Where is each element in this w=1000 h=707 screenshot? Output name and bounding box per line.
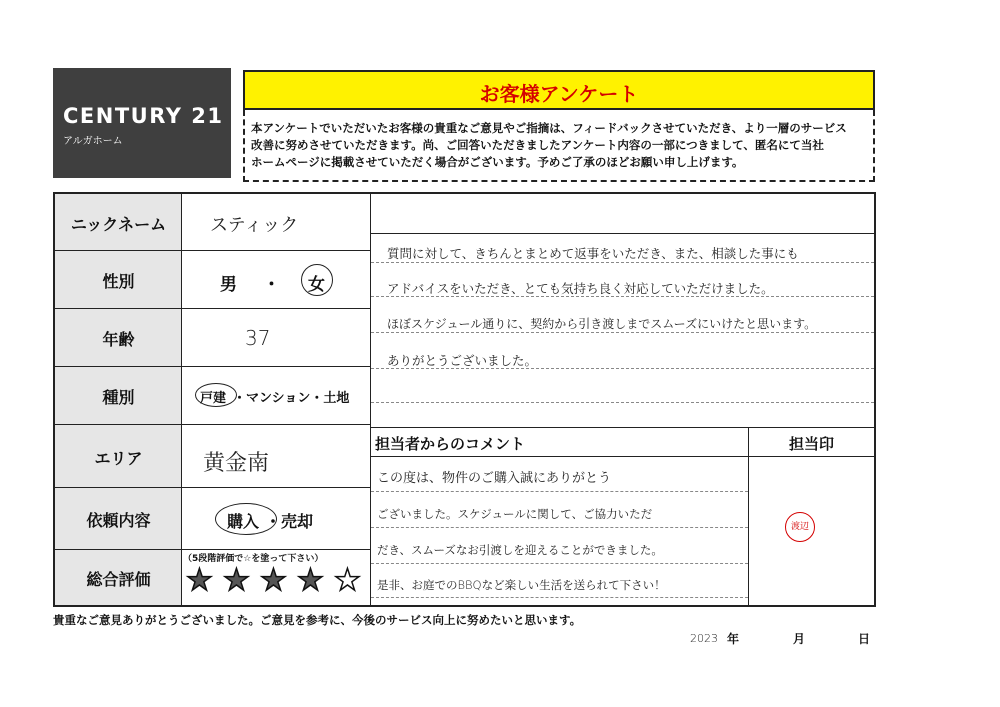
row-divider <box>55 308 370 309</box>
gender-female: 女 <box>308 275 325 295</box>
rating-star-icon: ★ <box>297 563 324 598</box>
intro-line: 改善に努めさせていただきます。尚、ご回答いただきましたアンケート内容の一部につきまして、匿名にて当社 <box>251 138 824 152</box>
survey-title-banner <box>243 70 875 110</box>
staff-seal-stamp: 渡辺 <box>785 512 815 542</box>
staff-comment-line: この度は、物件のご購入誠にありがとう <box>377 471 612 486</box>
staff-comment-line: ございました。スケジュールに関して、ご協力いただ <box>377 507 653 521</box>
label-rating: 総合評価 <box>86 570 151 589</box>
row-divider <box>370 427 874 428</box>
label-age: 年齢 <box>102 330 135 349</box>
dotted-rule <box>371 262 874 263</box>
survey-form <box>53 192 876 607</box>
dotted-rule <box>371 491 748 492</box>
customer-comment-line: ありがとうございました。 <box>387 353 538 368</box>
age-value: 37 <box>245 326 271 350</box>
year-label: 年 <box>727 632 740 646</box>
page-title: お客様アンケート <box>479 82 639 106</box>
area-value: 黄金南 <box>203 451 270 476</box>
customer-comment-line: ほぼスケジュール通りに、契約から引き渡しまでスムーズにいけたと思います。 <box>387 317 817 331</box>
rating-star-icon: ★ <box>334 563 361 598</box>
row-divider <box>55 549 370 550</box>
year-value: 2023 <box>690 632 718 645</box>
label-nickname: ニックネーム <box>70 215 167 234</box>
type-options: ・マンション・土地 <box>233 391 350 406</box>
label-gender: 性別 <box>102 272 135 291</box>
row-divider <box>55 366 370 367</box>
logo-subtitle: アルガホーム <box>63 136 123 147</box>
rating-star-icon: ★ <box>260 563 287 598</box>
day-label: 日 <box>858 632 871 646</box>
intro-line: 本アンケートでいただいたお客様の貴重なご意見やご指摘は、フィードバックさせていただき、より一層のサービス <box>251 121 847 135</box>
label-request: 依頼内容 <box>86 511 151 530</box>
request-selected: 購入 <box>227 512 260 531</box>
label-area: エリア <box>94 449 143 468</box>
customer-comment-line: 質問に対して、きちんとまとめて返事をいただき、また、相談した事にも <box>387 246 799 261</box>
dotted-rule <box>371 332 874 333</box>
rating-stars <box>182 564 370 600</box>
month-label: 月 <box>793 632 806 646</box>
dotted-rule <box>371 563 748 564</box>
label-type: 種別 <box>102 388 135 407</box>
thank-you-note: 貴重なご意見ありがとうございました。ご意見を参考に、今後のサービス向上に努めたいと思います。 <box>53 613 582 627</box>
staff-comment-heading: 担当者からのコメント <box>375 435 526 453</box>
nickname-value: スティック <box>210 215 299 236</box>
dotted-rule <box>371 402 874 403</box>
staff-comment-area <box>371 457 748 605</box>
company-logo <box>53 68 231 178</box>
request-options: ・売却 <box>265 512 314 531</box>
row-divider <box>55 487 370 488</box>
staff-comment-line: 是非、お庭でのBBQなど楽しい生活を送られて下さい！ <box>377 578 666 592</box>
dotted-rule <box>371 597 748 598</box>
intro-line: ホームページに掲載させていただく場合がございます。予めご了承のほどお願い申し上げます。 <box>251 155 744 169</box>
intro-box <box>243 110 875 182</box>
staff-comment-line: だき、スムーズなお引渡しを迎えることができました。 <box>377 543 663 557</box>
gender-male: 男 <box>220 275 237 295</box>
gender-separator: ・ <box>263 275 280 295</box>
row-divider <box>55 250 370 251</box>
customer-comment-line: アドバイスをいただき、とても気持ち良く対応していただけました。 <box>387 281 774 296</box>
staff-seal-heading: 担当印 <box>788 435 834 453</box>
dotted-rule <box>371 527 748 528</box>
rating-star-icon: ★ <box>223 563 250 598</box>
type-selected: 戸建 <box>200 391 227 406</box>
rating-instructions: （5段階評価で☆を塗って下さい） <box>183 554 324 564</box>
customer-comment-area <box>371 234 874 427</box>
logo-name: CENTURY 21 <box>63 104 224 128</box>
rating-star-icon: ★ <box>186 563 213 598</box>
row-divider <box>55 424 370 425</box>
intro-text <box>251 120 871 171</box>
